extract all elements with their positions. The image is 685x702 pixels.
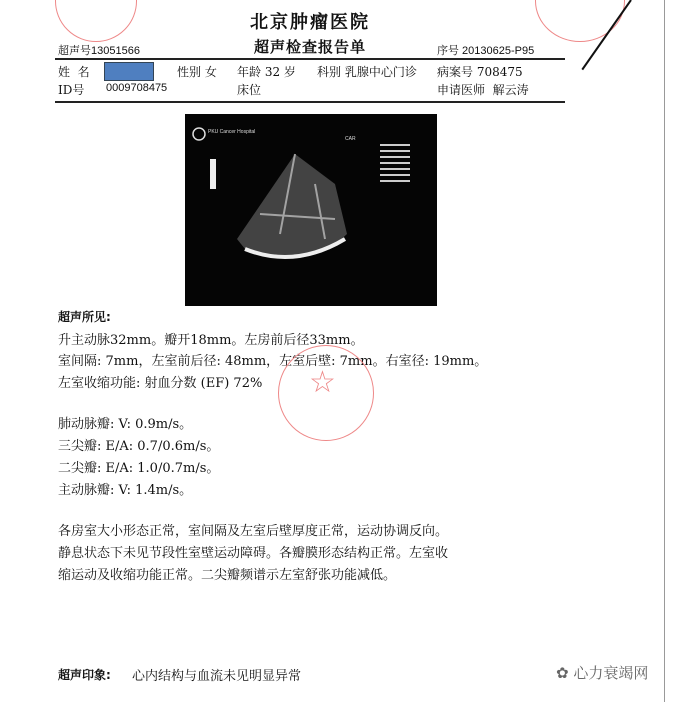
- finding-line: 升主动脉32mm。瓣开18mm。左房前后径33mm。: [58, 333, 364, 348]
- finding-line: 左室收缩功能: 射血分数 (EF) 72%: [58, 376, 263, 391]
- findings-heading: 超声所见:: [58, 310, 111, 324]
- valve-line: 主动脉瓣: V: 1.4m/s。: [58, 483, 193, 498]
- gender: 性别 女: [177, 65, 217, 79]
- impression-label: 超声印象:: [58, 668, 111, 682]
- summary-line: 缩运动及收缩功能正常。二尖瓣频谱示左室舒张功能减低。: [58, 568, 397, 583]
- finding-line: 室间隔: 7mm，左室前后径: 48mm，左室后壁: 7mm。右室径: 19mm。: [58, 354, 488, 369]
- serial-number: 序号 20130625-P95: [437, 45, 535, 57]
- id-label: ID号: [58, 83, 85, 97]
- valve-line: 肺动脉瓣: V: 0.9m/s。: [58, 417, 193, 432]
- seal-stamp-center: ☆: [278, 345, 374, 441]
- report-title: 超声检查报告单: [253, 38, 366, 56]
- wechat-icon: ✿: [556, 664, 574, 682]
- overlay-hospital: PKU Cancer Hospital: [208, 129, 256, 135]
- echocardiogram: [185, 114, 437, 306]
- ultrasound-image: [185, 114, 437, 306]
- impression-text: 心内结构与血流未见明显异常: [132, 669, 302, 684]
- ultrasound-number: 超声号13051566: [58, 45, 140, 57]
- overlay-mode: CAR: [345, 136, 356, 142]
- name-label: 姓 名: [58, 65, 90, 79]
- watermark-text: 心力衰竭网: [573, 664, 649, 682]
- valve-line: 二尖瓣: E/A: 1.0/0.7m/s。: [58, 461, 220, 476]
- case-number: 病案号 708475: [437, 65, 523, 79]
- divider: [55, 101, 565, 103]
- page-edge: [664, 0, 665, 702]
- hospital-name: 北京肿瘤医院: [250, 12, 370, 33]
- age: 年龄 32 岁: [237, 65, 296, 79]
- department: 科别 乳腺中心门诊: [317, 65, 417, 79]
- requesting-doctor: 申请医师 解云涛: [437, 83, 529, 97]
- watermark: [556, 662, 648, 683]
- id-value: 0009708475: [106, 82, 168, 94]
- redacted-name: [104, 62, 154, 81]
- valve-line: 三尖瓣: E/A: 0.7/0.6m/s。: [58, 439, 220, 454]
- summary-line: 静息状态下未见节段性室壁运动障碍。各瓣膜形态结构正常。左室收: [58, 546, 449, 561]
- summary-line: 各房室大小形态正常，室间隔及左室后壁厚度正常，运动协调反向。: [58, 524, 449, 539]
- divider: [55, 58, 565, 60]
- bed: 床位: [237, 83, 262, 97]
